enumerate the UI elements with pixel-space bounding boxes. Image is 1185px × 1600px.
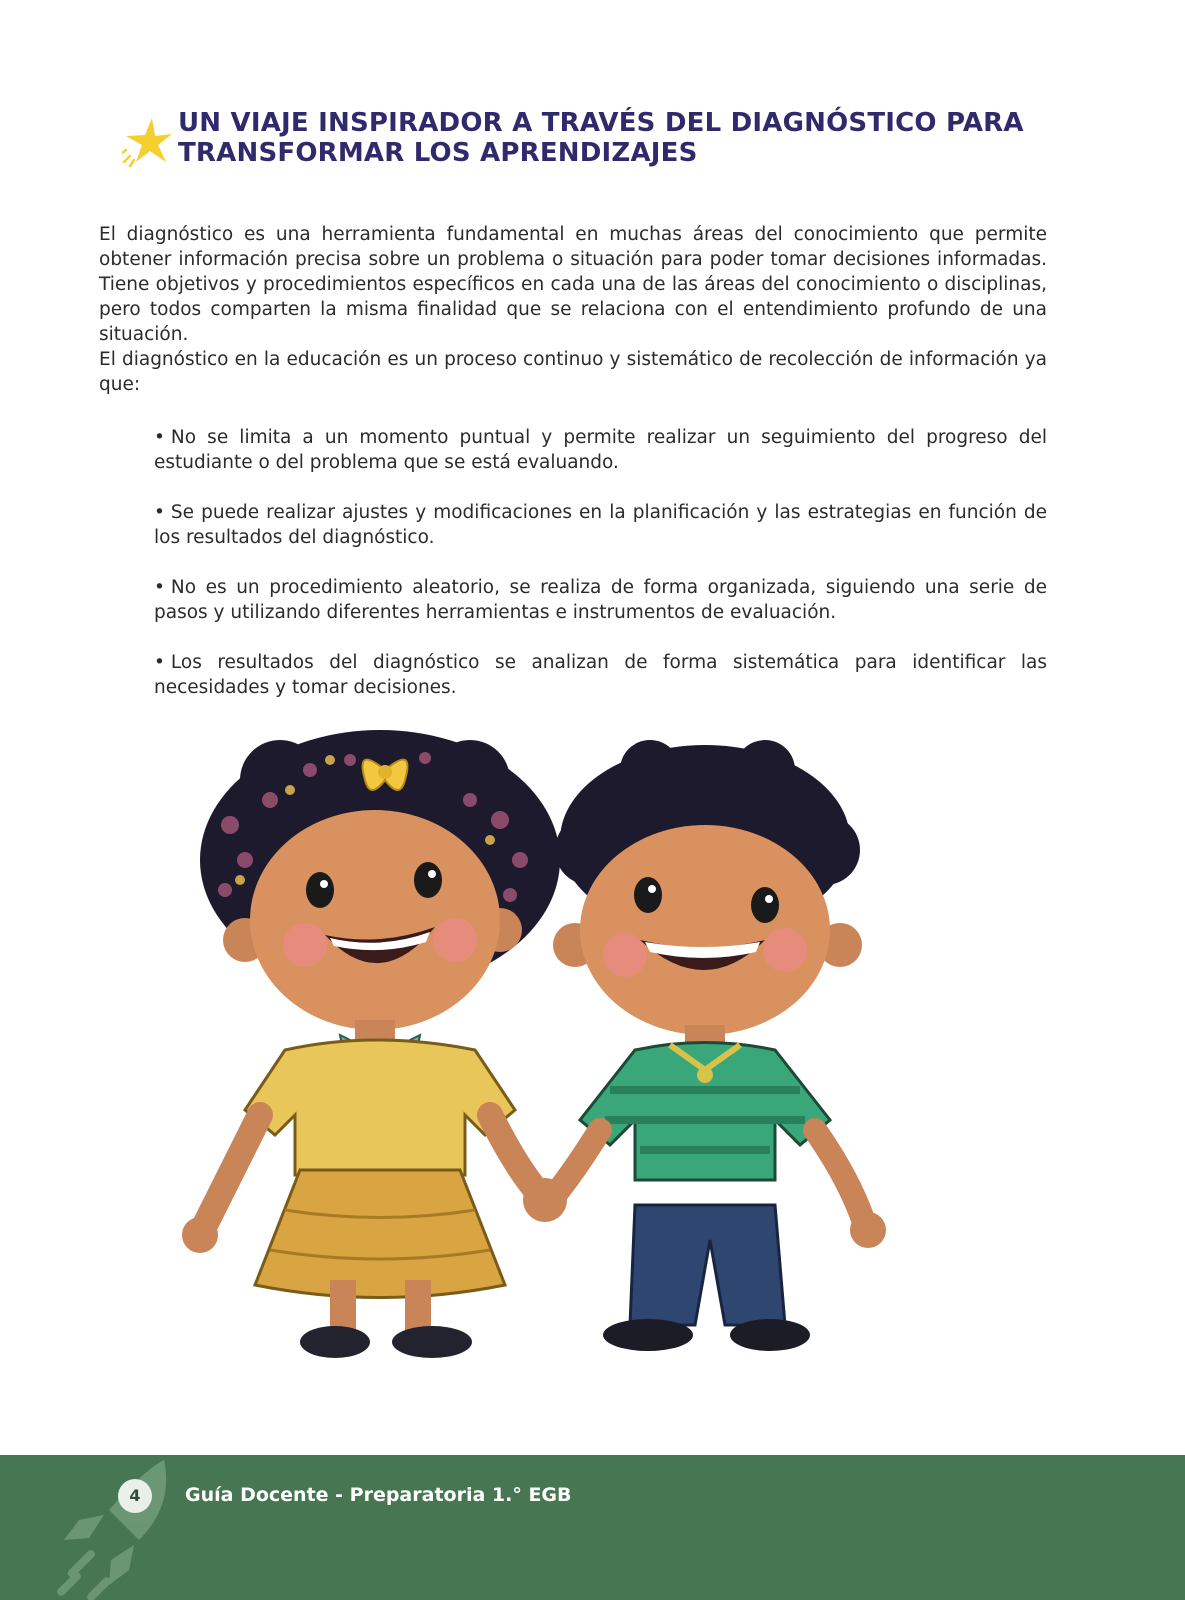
bullet-marker: • <box>154 652 165 673</box>
list-item <box>154 425 1047 475</box>
star-icon <box>122 116 174 168</box>
page-number: 4 <box>118 1479 152 1513</box>
list-item-text: Se puede realizar ajustes y modificaciones en la planificación y las estrategias en función de los resultados del diagnóstico. <box>154 502 1047 548</box>
girl-figure <box>182 730 560 1358</box>
intro-paragraph-1: El diagnóstico es una herramienta fundamental en muchas áreas del conocimiento que permite obtener información precisa sobre un problema o situación para poder tomar decisiones informadas. Tiene objetivos y procedimientos específicos en cada una de las áreas del conocimiento o disciplinas, pero todos comparten la misma finalidad que se relaciona con el entendimiento profundo de una situación. <box>99 224 1047 345</box>
list-item-text: No se limita a un momento puntual y permite realizar un seguimiento del progreso del estudiante o del problema que se está evaluando. <box>154 427 1047 473</box>
bullet-list <box>154 425 1047 725</box>
list-item <box>154 575 1047 625</box>
intro-text <box>99 222 1047 397</box>
bullet-marker: • <box>154 427 165 448</box>
page-title <box>178 108 1058 168</box>
boy-figure <box>553 740 886 1351</box>
list-item <box>154 650 1047 700</box>
rocket-icon <box>44 1455 204 1600</box>
children-holding-hands-illustration <box>170 730 930 1380</box>
page-footer <box>0 1455 1185 1600</box>
list-item <box>154 500 1047 550</box>
title-line-2: TRANSFORMAR LOS APRENDIZAJES <box>178 138 698 168</box>
title-line-1: UN VIAJE INSPIRADOR A TRAVÉS DEL DIAGNÓSTICO PARA <box>178 108 1024 138</box>
intro-paragraph-2: El diagnóstico en la educación es un proceso continuo y sistemático de recolección de información ya que: <box>99 349 1047 395</box>
bullet-marker: • <box>154 502 165 523</box>
footer-title: Guía Docente - Preparatoria 1.° EGB <box>185 1484 572 1506</box>
bullet-marker: • <box>154 577 165 598</box>
list-item-text: Los resultados del diagnóstico se analizan de forma sistemática para identificar las necesidades y tomar decisiones. <box>154 652 1047 698</box>
list-item-text: No es un procedimiento aleatorio, se realiza de forma organizada, siguiendo una serie de pasos y utilizando diferentes herramientas e instrumentos de evaluación. <box>154 577 1047 623</box>
